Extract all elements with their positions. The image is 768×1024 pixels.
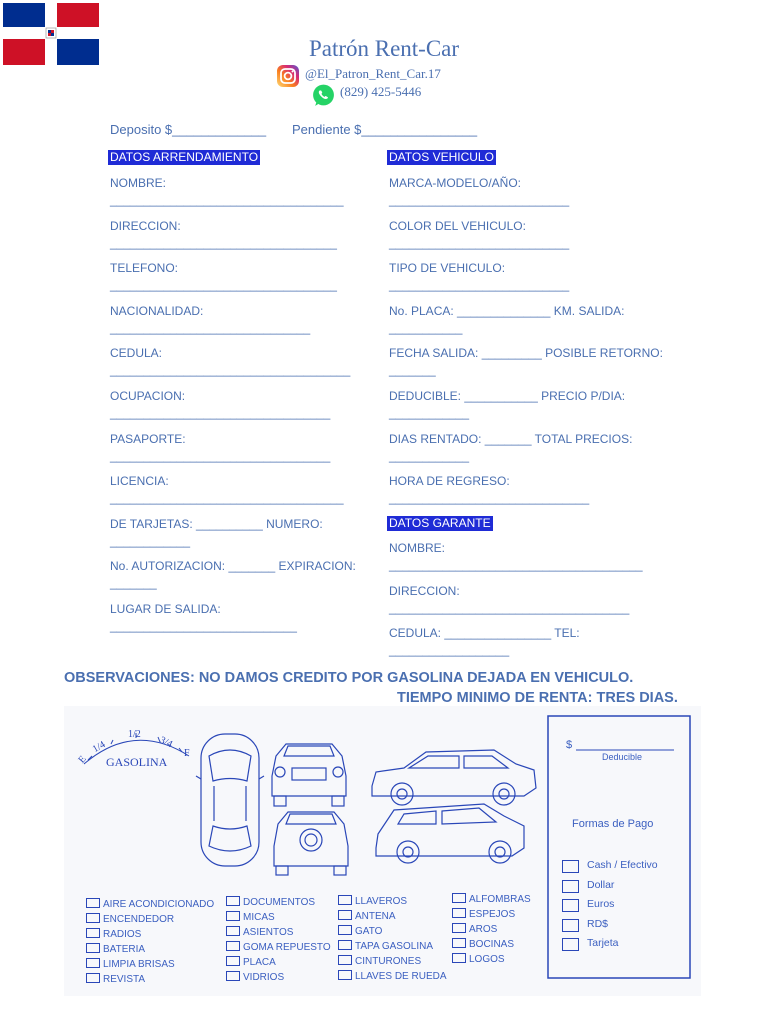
checklist-item-label: VIDRIOS [243,972,285,983]
phone-number: (829) 425-5446 [340,84,422,99]
checkbox-icon[interactable] [86,928,100,938]
checklist-item-label: ESPEJOS [469,909,516,920]
instagram-handle: @El_Patron_Rent_Car.17 [305,66,441,81]
pendiente-field[interactable]: Pendiente $________________ [292,122,478,137]
checkbox-icon[interactable] [338,925,352,935]
vehiculo-field-input-line-1[interactable]: ___________________________ [389,235,570,250]
arrendamiento-field-label-10: LUGAR DE SALIDA: [110,602,221,616]
arrendamiento-field-input-line-9[interactable]: _______ [110,576,157,591]
garante-field-input-line-1[interactable]: ____________________________________ [389,600,630,615]
vehiculo-field-label-2: TIPO DE VEHICULO: [389,261,506,276]
checklist-item-label: CINTURONES [355,956,422,967]
arrendamiento-field-input-line-6[interactable]: _________________________________ [110,448,331,463]
checklist-item[interactable] [452,893,531,905]
car-front-view-icon [272,744,346,806]
checkbox-icon[interactable] [452,953,466,963]
deposito-field[interactable]: Deposito $_____________ [110,122,267,137]
payment-checkbox-icon[interactable] [562,938,579,951]
deducible-dollar-sign: $ [566,739,573,751]
checkbox-icon[interactable] [226,926,240,936]
checklist-item[interactable] [86,943,145,955]
vehiculo-field-input-line-2[interactable]: ___________________________ [389,278,570,293]
arrendamiento-field-label-2: TELEFONO: [110,261,179,276]
payment-title: Formas de Pago [572,818,654,830]
checklist-item-label: GOMA REPUESTO [243,942,331,953]
checklist-item[interactable] [86,913,174,925]
payment-option-label: Tarjeta [587,937,619,949]
whatsapp-icon [311,83,336,108]
garante-field-label-2: CEDULA: ________________ TEL: [389,626,580,641]
checklist-item-label: BOCINAS [469,939,515,950]
vehiculo-field-label-0: MARCA-MODELO/AÑO: [389,176,522,190]
garante-field-input-line-0[interactable]: ______________________________________ [389,558,643,572]
vehiculo-field-label-7: HORA DE REGRESO: [389,474,510,489]
checklist-item-label: ANTENA [355,911,396,922]
checkbox-icon[interactable] [338,940,352,950]
checkbox-icon[interactable] [226,956,240,966]
checklist-item[interactable] [226,911,275,923]
checklist-item[interactable] [452,923,497,935]
arrendamiento-field-label-5: OCUPACION: [110,389,186,403]
checklist-item-label: GATO [355,926,383,937]
instagram-icon [276,64,300,88]
checklist-item[interactable] [452,938,514,950]
car-side-view-icon-2 [376,804,524,863]
payment-checkbox-icon[interactable] [562,860,579,873]
vehiculo-field-input-line-3[interactable]: ___________ [389,320,463,335]
inspection-drawings [64,706,701,996]
arrendamiento-field-input-line-7[interactable]: ___________________________________ [110,491,344,506]
arrendamiento-field-label-0: NOMBRE: [110,176,167,190]
payment-checkbox-icon[interactable] [562,880,579,893]
payment-checkbox-icon[interactable] [562,919,579,932]
checklist-item[interactable] [338,910,396,922]
checkbox-icon[interactable] [226,896,240,906]
checklist-item-label: REVISTA [103,974,146,985]
checklist-item[interactable] [452,908,515,920]
checkbox-icon[interactable] [86,913,100,923]
vehiculo-field-label-1: COLOR DEL VEHICULO: [389,218,526,233]
arrendamiento-field-input-line-8[interactable]: ____________ [110,533,191,548]
checkbox-icon[interactable] [452,923,466,933]
checklist-item[interactable] [226,941,331,953]
arrendamiento-field-input-line-5[interactable]: _________________________________ [110,406,331,420]
vehiculo-field-input-line-7[interactable]: ______________________________ [389,491,590,506]
checklist-item-label: MICAS [243,912,275,923]
checklist-item-label: DOCUMENTOS [243,897,316,908]
vehiculo-field-input-line-4[interactable]: _______ [389,363,436,378]
payment-option-label: Dollar [587,878,615,891]
checkbox-icon[interactable] [86,898,100,908]
checklist-item-label: LIMPIA BRISAS [103,959,175,970]
vehiculo-field-label-6: DIAS RENTADO: _______ TOTAL PRECIOS: [389,431,633,446]
checklist-item[interactable] [338,940,433,952]
checkbox-icon[interactable] [338,955,352,965]
vehiculo-field-label-5: DEDUCIBLE: ___________ PRECIO P/DIA: [389,389,626,403]
checkbox-icon[interactable] [226,941,240,951]
checklist-item[interactable] [338,895,407,907]
checklist-item[interactable] [338,955,421,967]
checkbox-icon[interactable] [338,895,352,905]
checkbox-icon[interactable] [86,958,100,968]
payment-option-label: Euros [587,898,615,910]
payment-option-label: RD$ [587,917,609,930]
checkbox-icon[interactable] [86,943,100,953]
checkbox-icon[interactable] [338,970,352,980]
section-header-arrendamiento: DATOS ARRENDAMIENTO [110,150,259,164]
checklist-item-label: ASIENTOS [243,927,294,938]
vehiculo-field-input-line-0[interactable]: ___________________________ [389,193,570,207]
arrendamiento-field-label-1: DIRECCION: [110,218,181,233]
gauge-f: F [184,748,190,759]
checklist-item-label: LLAVES DE RUEDA [355,971,447,982]
gauge-quarter: 1/4 [90,739,108,756]
section-header-garante: DATOS GARANTE [389,516,491,530]
arrendamiento-field-label-8: DE TARJETAS: __________ NUMERO: [110,516,323,531]
payment-checkbox-icon[interactable] [562,899,579,912]
gauge-e: E [76,753,89,766]
checklist-item[interactable] [86,973,145,985]
garante-field-label-0: NOMBRE: [389,541,446,555]
car-top-view-icon [196,734,264,866]
arrendamiento-field-input-line-0[interactable]: ___________________________________ [110,193,344,207]
arrendamiento-field-label-7: LICENCIA: [110,474,169,489]
checkbox-icon[interactable] [226,971,240,981]
section-header-vehiculo: DATOS VEHICULO [389,150,494,164]
checklist-item[interactable] [226,926,293,938]
checklist-item-label: LOGOS [469,954,505,965]
car-rear-view-icon [274,812,348,875]
checklist-item-label: ENCENDEDOR [103,914,175,925]
arrendamiento-field-input-line-10[interactable]: ____________________________ [110,619,297,633]
checklist-item-label: TAPA GASOLINA [355,941,433,952]
gauge-half: 1/2 [128,729,141,740]
payment-option-label: Cash / Efectivo [587,859,658,871]
arrendamiento-field-input-line-3[interactable]: ______________________________ [110,320,311,335]
checkbox-icon[interactable] [86,973,100,983]
checklist-item[interactable] [226,971,284,983]
deducible-label: Deducible [602,752,643,762]
checklist-item[interactable] [226,896,315,908]
arrendamiento-field-label-3: NACIONALIDAD: [110,303,204,318]
checkbox-icon[interactable] [338,910,352,920]
garante-field-label-1: DIRECCION: [389,583,460,598]
checklist-item-label: AIRE ACONDICIONADO [103,899,215,910]
checklist-item-label: AROS [469,924,498,935]
vehiculo-field-input-line-6[interactable]: ____________ [389,448,470,463]
car-side-view-icon [372,750,536,805]
checklist-item[interactable] [338,970,447,982]
vehiculo-field-label-3: No. PLACA: ______________ KM. SALIDA: [389,303,625,318]
checklist-item[interactable] [338,925,382,937]
gauge-three-quarter: 3/4 [157,734,175,751]
checklist-item[interactable] [86,928,141,940]
checklist-item-label: LLAVEROS [355,896,408,907]
checkbox-icon[interactable] [452,893,466,903]
checklist-item-label: BATERIA [103,944,146,955]
vehiculo-field-label-4: FECHA SALIDA: _________ POSIBLE RETORNO: [389,346,663,361]
checkbox-icon[interactable] [452,908,466,918]
garante-field-input-line-2[interactable]: __________________ [389,643,510,658]
checklist-item[interactable] [226,956,276,968]
arrendamiento-field-input-line-1[interactable]: __________________________________ [110,235,337,250]
vehicle-inspection-form [64,706,701,996]
checklist-item-label: RADIOS [103,929,142,940]
checkbox-icon[interactable] [452,938,466,948]
vehiculo-field-input-line-5[interactable]: ____________ [389,406,470,420]
arrendamiento-field-label-9: No. AUTORIZACION: _______ EXPIRACION: [110,559,356,574]
company-title: Patrón Rent-Car [308,36,460,61]
arrendamiento-field-input-line-2[interactable]: __________________________________ [110,278,337,293]
checkbox-icon[interactable] [226,911,240,921]
gauge-label: GASOLINA [106,755,168,769]
checklist-item[interactable] [86,958,175,970]
checklist-item[interactable] [452,953,505,965]
checklist-item[interactable] [86,898,214,910]
checklist-item-label: ALFOMBRAS [469,894,531,905]
observaciones-line-1: OBSERVACIONES: NO DAMOS CREDITO POR GASOLINA DEJADA EN VEHICULO. [64,670,634,686]
checklist-item-label: PLACA [243,957,276,968]
arrendamiento-field-label-4: CEDULA: [110,346,163,361]
arrendamiento-field-input-line-4[interactable]: ____________________________________ [110,363,351,378]
arrendamiento-field-label-6: PASAPORTE: [110,431,186,446]
observaciones-line-2: TIEMPO MINIMO DE RENTA: TRES DIAS. [397,690,678,706]
